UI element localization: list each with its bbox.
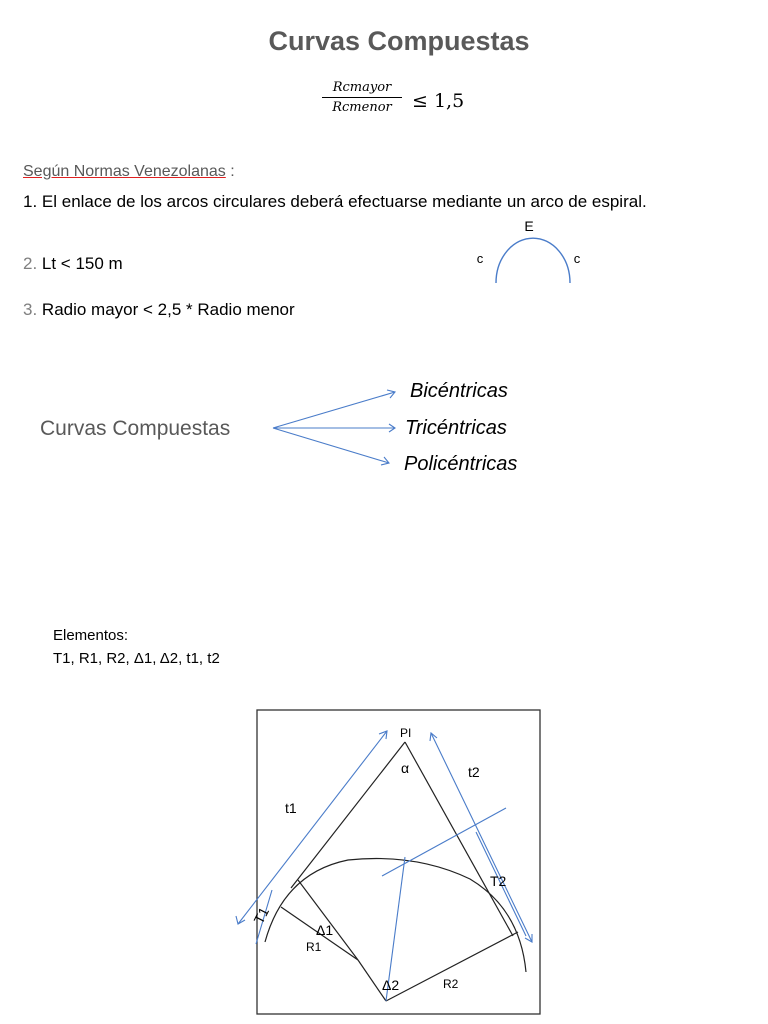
- elements-heading: Elementos:: [53, 627, 129, 644]
- label-alpha: α: [401, 760, 410, 776]
- rule-3-number: 3.: [23, 300, 38, 319]
- label-T2: T2: [490, 873, 507, 889]
- rule-2-number: 2.: [23, 254, 38, 273]
- label-r2: R2: [443, 977, 459, 991]
- elements-list: T1, R1, R2, Δ1, Δ2, t1, t2: [53, 650, 220, 667]
- dimension-t2: [431, 733, 532, 942]
- type-bicentricas: Bicéntricas: [410, 380, 508, 402]
- label-delta-1: Δ1: [316, 922, 334, 938]
- rule-3-text: Radio mayor < 2,5 * Radio menor: [37, 300, 295, 319]
- formula-denominator: Rcmenor: [332, 100, 392, 115]
- arc-sketch-right-label: c: [573, 251, 581, 266]
- normas-heading-text: Según Normas Venezolanas: [23, 163, 226, 180]
- formula-numerator: Rcmayor: [322, 80, 402, 98]
- tangent-right: [405, 742, 513, 936]
- classification-root: Curvas Compuestas: [40, 417, 231, 440]
- compound-arc: [265, 859, 526, 972]
- label-t2: t2: [468, 764, 480, 780]
- dimension-t1: [238, 731, 387, 927]
- label-pi: PI: [400, 726, 412, 740]
- type-policentricas: Policéntricas: [404, 453, 518, 475]
- arc-sketch-top-label: E: [524, 218, 534, 234]
- normas-heading-suffix: :: [225, 163, 235, 180]
- tangent-left: [291, 742, 405, 888]
- label-delta-2: Δ2: [382, 977, 400, 993]
- diagram-frame: [257, 710, 540, 1014]
- formula-relation: ≤ 1,5: [412, 90, 465, 112]
- common-tangent: [382, 808, 506, 876]
- arc-sketch-left-label: c: [476, 251, 484, 266]
- label-r1: R1: [306, 940, 322, 954]
- label-T1: T1: [250, 904, 273, 927]
- page-title: Curvas Compuestas: [268, 26, 530, 56]
- type-tricentricas: Tricéntricas: [405, 417, 507, 439]
- label-t1: t1: [285, 800, 297, 816]
- rule-1-number: 1.: [23, 192, 38, 211]
- rule-2-text: Lt < 150 m: [37, 254, 123, 273]
- rule-1-text: El enlace de los arcos circulares deberá efectuarse mediante un arco de espiral.: [37, 192, 647, 211]
